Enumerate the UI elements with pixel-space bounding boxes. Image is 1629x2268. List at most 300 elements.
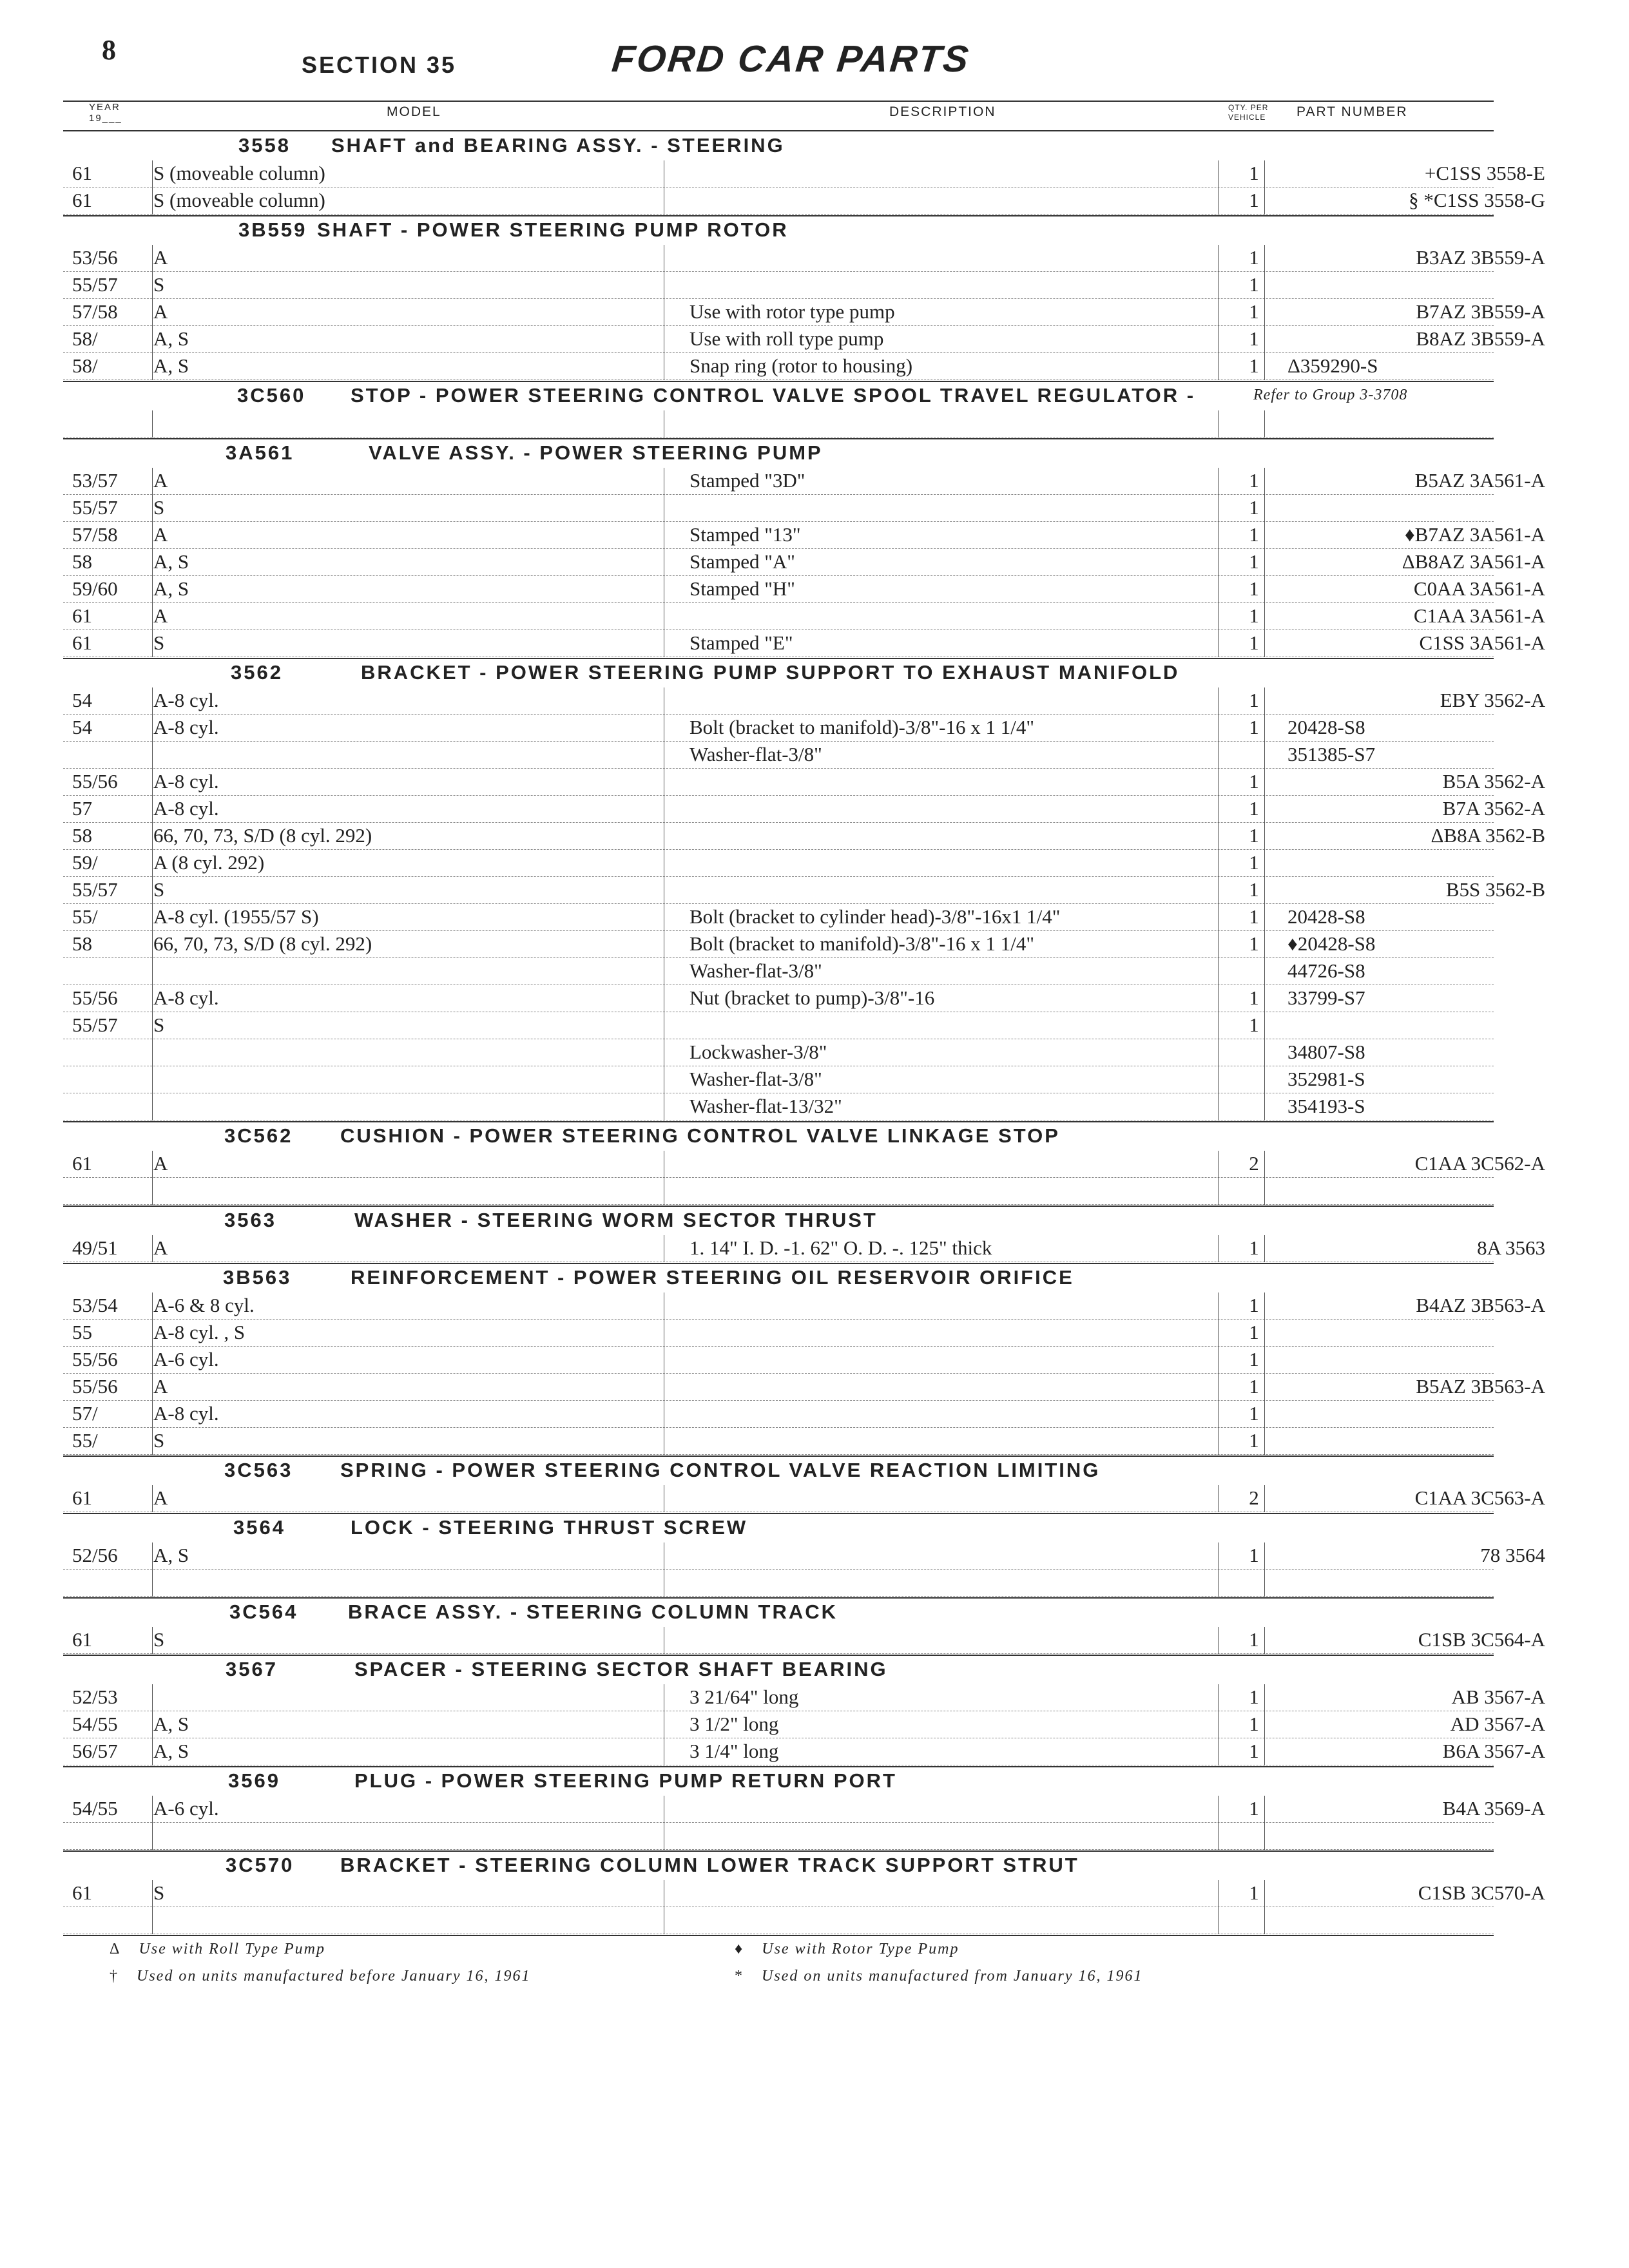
year-cell: 55 (72, 1321, 92, 1343)
footnote-text: Use with Roll Type Pump (139, 1941, 325, 1957)
column-rule (1218, 245, 1219, 380)
qty-cell: 1 (1249, 1881, 1259, 1904)
year-cell: 58 (72, 550, 92, 573)
column-rule (152, 1880, 153, 1934)
description-cell: 3 21/64" long (689, 1686, 799, 1708)
column-rule (152, 1542, 153, 1597)
year-cell: 58/ (72, 327, 98, 350)
footnote (110, 1941, 325, 1958)
group-number: 3C560 (237, 384, 306, 407)
group-heading (226, 1658, 888, 1681)
column-rule (1218, 1684, 1219, 1765)
row-rule (63, 1653, 1494, 1654)
table-row (63, 353, 1494, 380)
footnote-text: Use with Rotor Type Pump (762, 1941, 959, 1957)
qty-cell: 2 (1249, 1486, 1259, 1509)
table-row (63, 549, 1545, 576)
group-rule (63, 381, 1494, 382)
qty-cell: 1 (1249, 1544, 1259, 1566)
qty-label-2: VEHICLE (1228, 113, 1266, 122)
qty-cell: 1 (1249, 273, 1259, 296)
group-rule (63, 1766, 1494, 1767)
table-row (63, 1374, 1545, 1401)
part-number-cell: 20428-S8 (1287, 905, 1365, 928)
model-cell: 66, 70, 73, S/D (8 cyl. 292) (153, 824, 372, 847)
column-rule (1218, 1235, 1219, 1262)
group-number: 3B559 (238, 218, 307, 241)
column-rule (1264, 1684, 1265, 1765)
column-rule (1264, 1485, 1265, 1512)
year-cell: 61 (72, 604, 92, 627)
model-cell: A, S (153, 327, 189, 350)
column-rule (1218, 160, 1219, 215)
qty-cell: 1 (1249, 327, 1259, 350)
table-row (63, 1039, 1494, 1066)
group-rule (63, 438, 1494, 439)
part-number-cell: B4AZ 3B563-A (1416, 1294, 1545, 1316)
group-title: SPRING - POWER STEERING CONTROL VALVE REACTION LIMITING (340, 1459, 1101, 1481)
description-cell: Lockwasher-3/8" (689, 1041, 827, 1063)
qty-cell: 1 (1249, 1713, 1259, 1735)
table-row (63, 245, 1545, 272)
year-cell: 53/54 (72, 1294, 118, 1316)
group-heading (223, 1266, 1074, 1289)
footnote-symbol: ♦ (735, 1941, 744, 1957)
part-number-cell: ♦20428-S8 (1287, 932, 1376, 955)
header-rule-top (63, 101, 1494, 102)
part-number-cell: C1SS 3A561-A (1419, 631, 1545, 654)
year-cell: 57/ (72, 1402, 98, 1425)
year-cell: 59/60 (72, 577, 118, 600)
part-number-cell: B7AZ 3B559-A (1416, 300, 1545, 323)
footnote-text: Used on units manufactured before January 16, 1961 (137, 1968, 531, 1984)
part-number-cell: +C1SS 3558-E (1424, 162, 1545, 184)
footnote-symbol: * (735, 1968, 744, 1984)
qty-cell: 1 (1249, 689, 1259, 711)
group-title: SPACER - STEERING SECTOR SHAFT BEARING (354, 1658, 888, 1680)
group-number: 3562 (231, 661, 283, 684)
column-rule (1218, 1542, 1219, 1597)
group-heading (238, 218, 789, 242)
group-title: PLUG - POWER STEERING PUMP RETURN PORT (354, 1769, 897, 1792)
qty-cell: 1 (1249, 1740, 1259, 1762)
model-cell: A (153, 1236, 168, 1259)
qty-cell: 1 (1249, 1686, 1259, 1708)
model-cell: A (153, 1486, 168, 1509)
qty-cell: 2 (1249, 1152, 1259, 1175)
year-cell: 61 (72, 162, 92, 184)
qty-cell: 1 (1249, 1402, 1259, 1425)
column-rule (1264, 410, 1265, 437)
group-title: BRACKET - POWER STEERING PUMP SUPPORT TO EXHAUST MANIFOLD (361, 661, 1180, 684)
column-rule (1264, 160, 1265, 215)
column-rule (1218, 1485, 1219, 1512)
part-number-cell: 20428-S8 (1287, 716, 1365, 738)
group-heading (238, 134, 785, 157)
description-cell: Nut (bracket to pump)-3/8"-16 (689, 986, 935, 1009)
part-number-cell: § *C1SS 3558-G (1409, 189, 1545, 211)
group-rule (63, 1456, 1494, 1457)
group-rule (63, 1121, 1494, 1122)
column-rule (1218, 1880, 1219, 1934)
year-cell: 55/56 (72, 770, 118, 793)
row-rule (63, 1849, 1494, 1850)
description-cell: Stamped "13" (689, 523, 801, 546)
qty-cell: 1 (1249, 797, 1259, 820)
group-title: BRACKET - STEERING COLUMN LOWER TRACK SUPPORT STRUT (340, 1854, 1079, 1876)
table-row (63, 160, 1545, 187)
model-cell: A-8 cyl. (1955/57 S) (153, 905, 319, 928)
qty-cell: 1 (1249, 523, 1259, 546)
qty-cell: 1 (1249, 932, 1259, 955)
model-cell: S (153, 631, 165, 654)
table-row (63, 1066, 1494, 1093)
part-number-cell: B5A 3562-A (1442, 770, 1545, 793)
qty-cell: 1 (1249, 162, 1259, 184)
table-row (63, 326, 1545, 353)
description-cell: 1. 14" I. D. -1. 62" O. D. -. 125" thick (689, 1236, 992, 1259)
col-year-head (89, 102, 122, 131)
column-rule (152, 410, 153, 437)
description-cell: Bolt (bracket to cylinder head)-3/8"-16x1 1/4" (689, 905, 1061, 928)
model-cell: A, S (153, 354, 189, 377)
description-cell: 3 1/2" long (689, 1713, 779, 1735)
group-number: 3A561 (226, 441, 294, 464)
table-row (63, 985, 1494, 1012)
table-row (63, 1093, 1494, 1120)
group-heading (229, 1600, 838, 1624)
group-rule (63, 1655, 1494, 1656)
part-number-cell: ΔB8A 3562-B (1431, 824, 1545, 847)
column-rule (152, 1151, 153, 1205)
model-cell: A, S (153, 1544, 189, 1566)
column-rule (1264, 687, 1265, 1120)
group-heading (233, 1516, 748, 1539)
qty-cell: 1 (1249, 1294, 1259, 1316)
qty-cell: 1 (1249, 1014, 1259, 1036)
part-number-cell: B6A 3567-A (1442, 1740, 1545, 1762)
year-cell: 61 (72, 1152, 92, 1175)
description-cell: Bolt (bracket to manifold)-3/8"-16 x 1 1/4" (689, 932, 1034, 955)
description-cell: 3 1/4" long (689, 1740, 779, 1762)
column-rule (152, 1684, 153, 1765)
model-cell: A-8 cyl. (153, 770, 219, 793)
model-cell: A-8 cyl. , S (153, 1321, 246, 1343)
model-cell: A (153, 1375, 168, 1398)
table-row (63, 1320, 1494, 1347)
page-number: 8 (102, 34, 116, 66)
row-rule (63, 1596, 1494, 1597)
column-rule (152, 687, 153, 1120)
row-rule (63, 1454, 1494, 1455)
part-number-cell: B5AZ 3B563-A (1416, 1375, 1545, 1398)
table-row (63, 1907, 1494, 1934)
qty-cell: 1 (1249, 824, 1259, 847)
model-cell: A-8 cyl. (153, 716, 219, 738)
col-description-head: DESCRIPTION (889, 104, 996, 119)
column-rule (1218, 1151, 1219, 1205)
year-sub-label: 19___ (89, 113, 122, 124)
table-row (63, 742, 1494, 769)
year-cell: 54 (72, 716, 92, 738)
model-cell: S (153, 1628, 165, 1651)
model-cell: A, S (153, 550, 189, 573)
part-number-cell: C1AA 3C562-A (1414, 1152, 1545, 1175)
part-number-cell: C1AA 3C563-A (1414, 1486, 1545, 1509)
qty-cell: 1 (1249, 1628, 1259, 1651)
group-rule (63, 658, 1494, 659)
qty-cell: 1 (1249, 770, 1259, 793)
description-cell: Stamped "3D" (689, 469, 805, 492)
year-cell: 54 (72, 689, 92, 711)
group-number: 3B563 (223, 1266, 292, 1289)
table-row (63, 1401, 1494, 1428)
model-cell: S (moveable column) (153, 189, 325, 211)
part-number-cell: 44726-S8 (1287, 959, 1365, 982)
description-cell: Stamped "H" (689, 577, 795, 600)
column-rule (1264, 1235, 1265, 1262)
table-row (63, 576, 1545, 603)
part-number-cell: 34807-S8 (1287, 1041, 1365, 1063)
table-row (63, 1542, 1545, 1570)
table-row (63, 1738, 1545, 1765)
group-number: 3564 (233, 1516, 285, 1539)
group-number: 3C563 (224, 1459, 293, 1481)
model-cell: A, S (153, 1740, 189, 1762)
qty-cell: 1 (1249, 851, 1259, 874)
group-rule (63, 1263, 1494, 1264)
table-row (63, 715, 1494, 742)
year-cell: 55/ (72, 905, 98, 928)
year-cell: 55/56 (72, 1375, 118, 1398)
table-row (63, 904, 1494, 931)
model-cell: A-8 cyl. (153, 797, 219, 820)
column-rule (1218, 1293, 1219, 1455)
group-number: 3C570 (226, 1854, 294, 1876)
group-number: 3C562 (224, 1124, 293, 1147)
table-row (63, 299, 1545, 326)
year-cell: 55/56 (72, 1348, 118, 1370)
table-row (63, 1428, 1494, 1455)
description-cell: Washer-flat-3/8" (689, 743, 822, 765)
part-number-cell: B4A 3569-A (1442, 1797, 1545, 1820)
qty-cell: 1 (1249, 189, 1259, 211)
column-rule (1264, 1293, 1265, 1455)
group-title: WASHER - STEERING WORM SECTOR THRUST (354, 1209, 878, 1231)
model-cell: S (153, 1014, 165, 1036)
part-number-cell: C1AA 3A561-A (1413, 604, 1545, 627)
part-number-cell: C0AA 3A561-A (1413, 577, 1545, 600)
table-row (63, 796, 1545, 823)
model-cell: A (8 cyl. 292) (153, 851, 265, 874)
table-row (63, 687, 1545, 715)
table-row (63, 1711, 1545, 1738)
qty-cell: 1 (1249, 577, 1259, 600)
year-cell: 52/56 (72, 1544, 118, 1566)
year-label: YEAR (89, 102, 120, 113)
footnote-text: Used on units manufactured from January 16, 1961 (762, 1968, 1143, 1984)
qty-cell: 1 (1249, 300, 1259, 323)
group-rule (63, 1513, 1494, 1514)
group-reference: Refer to Group 3-3708 (1253, 387, 1408, 403)
column-rule (1218, 687, 1219, 1120)
model-cell: A (153, 604, 168, 627)
group-heading (237, 384, 1408, 407)
year-cell: 55/57 (72, 878, 118, 901)
part-number-cell: ♦B7AZ 3A561-A (1404, 523, 1545, 546)
column-rule (152, 468, 153, 657)
table-row (63, 1347, 1494, 1374)
qty-cell: 1 (1249, 1797, 1259, 1820)
column-rule (1264, 1542, 1265, 1597)
group-title: VALVE ASSY. - POWER STEERING PUMP (369, 441, 823, 464)
table-row (63, 1796, 1545, 1823)
model-cell: S (moveable column) (153, 162, 325, 184)
table-row (63, 272, 1494, 299)
part-number-cell: 352981-S (1287, 1068, 1365, 1090)
qty-cell: 1 (1249, 1429, 1259, 1452)
column-rule (152, 1796, 153, 1850)
table-row (63, 877, 1545, 904)
group-heading (228, 1769, 897, 1792)
col-qty-head (1228, 103, 1268, 133)
description-cell: Stamped "A" (689, 550, 795, 573)
group-rule (63, 1206, 1494, 1207)
group-heading (224, 1124, 1060, 1148)
year-cell: 61 (72, 189, 92, 211)
model-cell: A-6 cyl. (153, 1348, 219, 1370)
column-rule (1218, 468, 1219, 657)
year-cell: 55/57 (72, 496, 118, 519)
model-cell: S (153, 273, 165, 296)
part-number-cell: B5AZ 3A561-A (1414, 469, 1545, 492)
group-heading (224, 1209, 878, 1232)
qty-cell: 1 (1249, 986, 1259, 1009)
year-cell: 55/57 (72, 1014, 118, 1036)
footnote-symbol: † (110, 1968, 119, 1984)
group-heading (226, 441, 823, 465)
qty-cell: 1 (1249, 469, 1259, 492)
model-cell: A (153, 523, 168, 546)
model-cell: A (153, 1152, 168, 1175)
model-cell: S (153, 496, 165, 519)
year-cell: 58 (72, 932, 92, 955)
year-cell: 61 (72, 1881, 92, 1904)
model-cell: A, S (153, 1713, 189, 1735)
model-cell: 66, 70, 73, S/D (8 cyl. 292) (153, 932, 372, 955)
part-number-cell: B5S 3562-B (1445, 878, 1545, 901)
model-cell: S (153, 1881, 165, 1904)
column-rule (152, 245, 153, 380)
description-cell: Use with roll type pump (689, 327, 884, 350)
description-cell: Bolt (bracket to manifold)-3/8"-16 x 1 1/4" (689, 716, 1034, 738)
part-number-cell: Δ359290-S (1287, 354, 1378, 377)
part-number-cell: 351385-S7 (1287, 743, 1376, 765)
year-cell: 61 (72, 1628, 92, 1651)
table-row (63, 1684, 1545, 1711)
table-row (63, 630, 1545, 657)
description-cell: Use with rotor type pump (689, 300, 895, 323)
part-number-cell: 33799-S7 (1287, 986, 1365, 1009)
column-rule (152, 160, 153, 215)
column-rule (1264, 1627, 1265, 1654)
year-cell: 54/55 (72, 1713, 118, 1735)
year-cell: 56/57 (72, 1740, 118, 1762)
part-number-cell: AB 3567-A (1451, 1686, 1545, 1708)
qty-cell: 1 (1249, 604, 1259, 627)
column-rule (1264, 1151, 1265, 1205)
year-cell: 55/57 (72, 273, 118, 296)
group-rule (63, 1935, 1494, 1936)
column-rule (152, 1627, 153, 1654)
table-row (63, 1178, 1494, 1205)
row-rule (63, 1204, 1494, 1205)
year-cell: 61 (72, 1486, 92, 1509)
qty-cell: 1 (1249, 631, 1259, 654)
description-cell: Stamped "E" (689, 631, 793, 654)
page-title: FORD CAR PARTS (610, 38, 972, 80)
qty-cell: 1 (1249, 1236, 1259, 1259)
year-cell: 59/ (72, 851, 98, 874)
model-cell: A, S (153, 577, 189, 600)
column-rule (1218, 1627, 1219, 1654)
description-cell: Snap ring (rotor to housing) (689, 354, 913, 377)
year-cell: 57 (72, 797, 92, 820)
year-cell: 54/55 (72, 1797, 118, 1820)
year-cell: 58/ (72, 354, 98, 377)
table-row (63, 410, 1494, 437)
group-number: 3C564 (229, 1600, 298, 1623)
group-title: STOP - POWER STEERING CONTROL VALVE SPOOL TRAVEL REGULATOR - (351, 384, 1196, 407)
qty-cell: 1 (1249, 246, 1259, 269)
year-cell: 61 (72, 631, 92, 654)
table-row (63, 1627, 1545, 1654)
group-title: REINFORCEMENT - POWER STEERING OIL RESERVOIR ORIFICE (351, 1266, 1074, 1289)
footnote (110, 1968, 531, 1985)
group-heading (226, 1854, 1079, 1877)
year-cell: 53/56 (72, 246, 118, 269)
qty-cell: 1 (1249, 550, 1259, 573)
table-row (63, 1151, 1545, 1178)
part-number-cell: B3AZ 3B559-A (1416, 246, 1545, 269)
table-row (63, 1880, 1545, 1907)
model-cell: A-8 cyl. (153, 986, 219, 1009)
qty-cell: 1 (1249, 496, 1259, 519)
group-title: CUSHION - POWER STEERING CONTROL VALVE LINKAGE STOP (340, 1124, 1060, 1147)
qty-cell: 1 (1249, 1321, 1259, 1343)
qty-cell: 1 (1249, 716, 1259, 738)
group-title: SHAFT and BEARING ASSY. - STEERING (331, 134, 785, 157)
table-row (63, 931, 1494, 958)
description-cell: Washer-flat-13/32" (689, 1095, 842, 1117)
model-cell: A-8 cyl. (153, 689, 219, 711)
year-cell: 52/53 (72, 1686, 118, 1708)
group-heading (231, 661, 1180, 684)
table-row (63, 1823, 1494, 1850)
part-number-cell: AD 3567-A (1450, 1713, 1545, 1735)
part-number-cell: B8AZ 3B559-A (1416, 327, 1545, 350)
footnote (735, 1941, 959, 1958)
column-rule (1264, 245, 1265, 380)
column-rule (152, 1293, 153, 1455)
group-number: 3567 (226, 1658, 278, 1680)
year-cell: 55/56 (72, 986, 118, 1009)
group-title: LOCK - STEERING THRUST SCREW (351, 1516, 748, 1539)
column-rule (1264, 468, 1265, 657)
part-number-cell: C1SB 3C570-A (1418, 1881, 1545, 1904)
part-number-cell: 78 3564 (1480, 1544, 1545, 1566)
year-cell: 49/51 (72, 1236, 118, 1259)
